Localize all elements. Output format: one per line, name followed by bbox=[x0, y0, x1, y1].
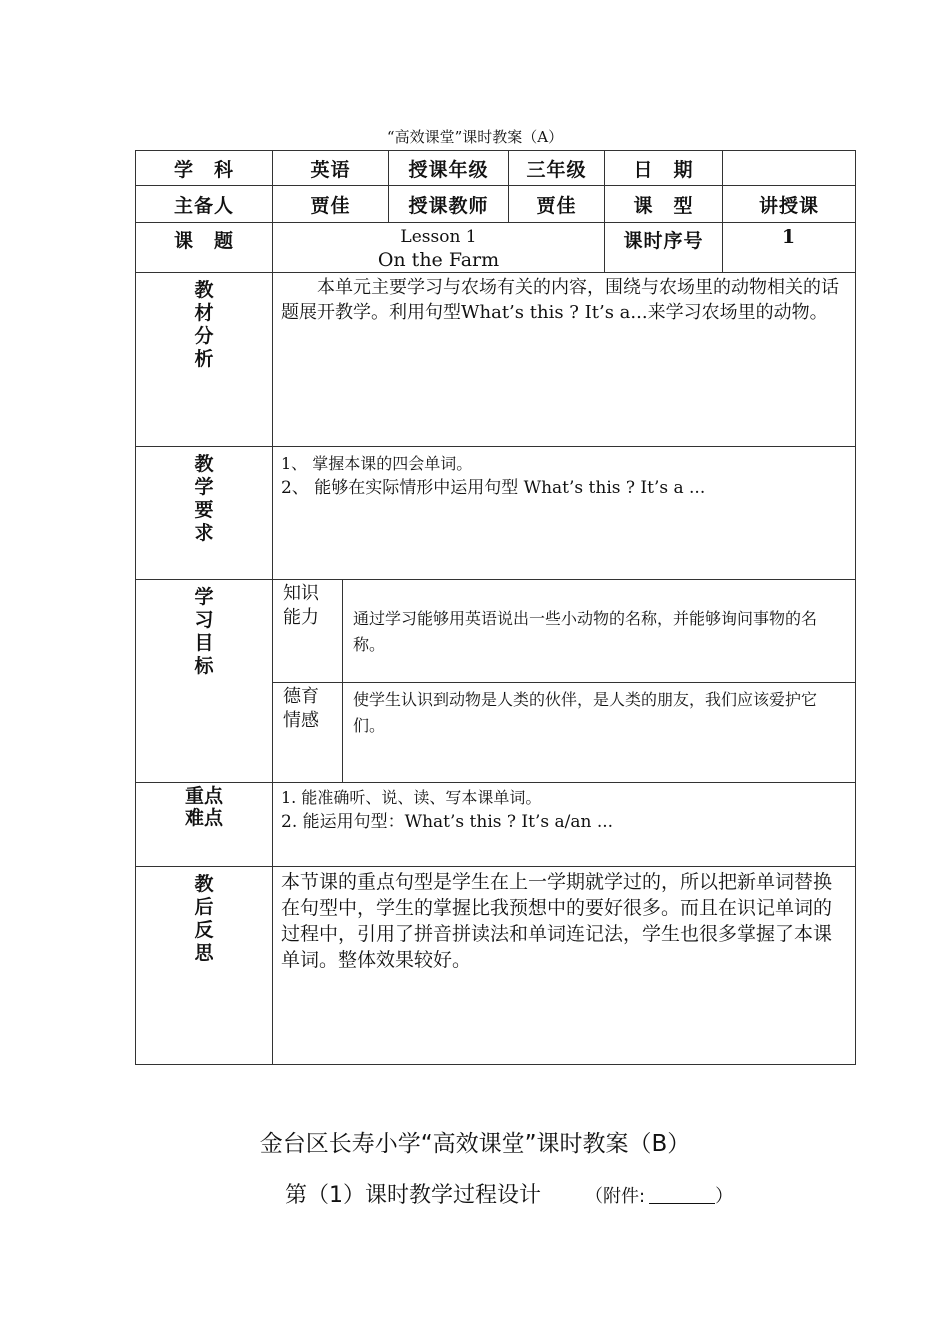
requirements-label: 教 学 要 求 bbox=[136, 447, 273, 580]
form-b-title: 金台区长寿小学“高效课堂”课时教案（B） bbox=[259, 1131, 691, 1157]
material-text: 本单元主要学习与农场有关的内容，围绕与农场里的动物相关的话题展开教学。利用句型What’s this ? It’s a...来学习农场里的动物。 bbox=[273, 273, 856, 447]
form-b-subtitle: 第（1）课时教学过程设计 bbox=[285, 1183, 541, 1208]
grade-label: 授课年级 bbox=[389, 151, 509, 186]
moral-text: 使学生认识到动物是人类的伙伴，是人类的朋友，我们应该爱护它们。 bbox=[343, 683, 856, 783]
seq-label: 课时序号 bbox=[605, 223, 723, 273]
topic-line-1: Lesson 1 bbox=[400, 227, 477, 247]
topic-line-2: On the Farm bbox=[377, 249, 500, 271]
header-row-2 bbox=[136, 186, 856, 223]
lesson-plan-table bbox=[135, 150, 856, 1065]
reflection-row bbox=[136, 867, 856, 1065]
form-caption: “高效课堂”课时教案（A） bbox=[386, 128, 564, 146]
topic-label: 课 题 bbox=[136, 223, 273, 273]
teacher-value: 贾佳 bbox=[509, 186, 605, 223]
knowledge-text: 通过学习能够用英语说出一些小动物的名称，并能够询问事物的名称。 bbox=[343, 580, 856, 683]
knowledge-label: 知识 能力 bbox=[273, 580, 343, 683]
reflection-text: 本节课的重点句型是学生在上一学期就学过的，所以把新单词替换在句型中，学生的掌握比我预想中的要好很多。而且在识记单词的过程中，引用了拼音拼读法和单词连记法，学生也很多掌握了本课单词。整体效果较好。 bbox=[273, 867, 856, 1065]
attachment-blank[interactable] bbox=[649, 1185, 715, 1204]
material-row bbox=[136, 273, 856, 447]
keypoints-row bbox=[136, 783, 856, 867]
moral-label: 德育 情感 bbox=[273, 683, 343, 783]
seq-value: 1 bbox=[723, 223, 856, 273]
reflection-label: 教 后 反 思 bbox=[136, 867, 273, 1065]
header-row-3 bbox=[136, 223, 856, 273]
requirements-text bbox=[273, 447, 856, 580]
objectives-label: 学 习 目 标 bbox=[136, 580, 273, 783]
preparer-label: 主备人 bbox=[136, 186, 273, 223]
preparer-value: 贾佳 bbox=[273, 186, 389, 223]
subject-value: 英语 bbox=[273, 151, 389, 186]
attachment-close: ） bbox=[715, 1186, 734, 1207]
form-b-subtitle-line bbox=[285, 1178, 733, 1209]
type-label: 课 型 bbox=[605, 186, 723, 223]
teacher-label: 授课教师 bbox=[389, 186, 509, 223]
date-label: 日 期 bbox=[605, 151, 723, 186]
keypoints-text bbox=[273, 783, 856, 867]
attachment-label: （附件: bbox=[585, 1186, 646, 1207]
topic-value bbox=[273, 223, 605, 273]
date-value bbox=[723, 151, 856, 186]
subject-label: 学 科 bbox=[136, 151, 273, 186]
material-label: 教 材 分 析 bbox=[136, 273, 273, 447]
requirement-item: 2、 能够在实际情形中运用句型 What’s this ? It’s a ... bbox=[281, 478, 706, 498]
requirement-item: 1、 掌握本课的四会单词。 bbox=[281, 454, 473, 473]
keypoint-item: 2. 能运用句型：What’s this ? It’s a/an ... bbox=[281, 812, 614, 832]
type-value: 讲授课 bbox=[723, 186, 856, 223]
keypoint-item: 1. 能准确听、说、读、写本课单词。 bbox=[281, 788, 542, 807]
header-row-1 bbox=[136, 151, 856, 186]
requirements-row bbox=[136, 447, 856, 580]
keypoints-label: 重点 难点 bbox=[136, 783, 273, 867]
grade-value: 三年级 bbox=[509, 151, 605, 186]
objectives-row-knowledge bbox=[136, 580, 856, 683]
